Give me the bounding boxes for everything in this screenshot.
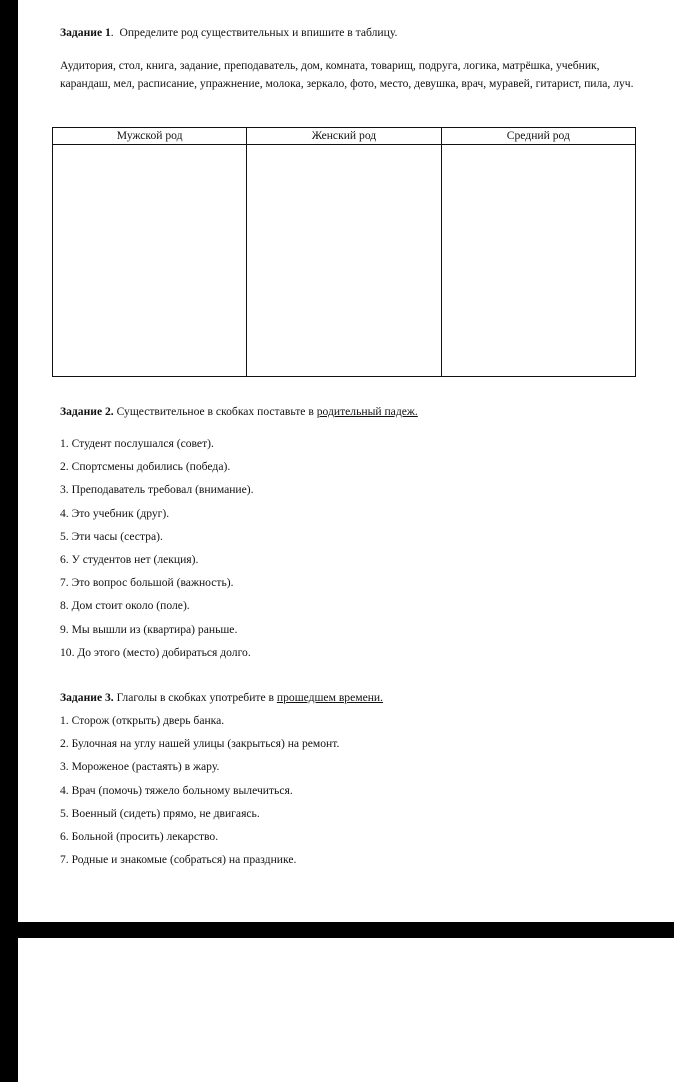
list-item: 2. Булочная на углу нашей улицы (закрыться) на ремонт.: [60, 737, 340, 751]
task1-heading: Задание 1. Определите род существительных и впишите в таблицу.: [60, 26, 398, 39]
gender-table-header-row: [53, 128, 636, 145]
list-item: 2. Спортсмены добились (победа).: [60, 460, 231, 474]
masculine-cell[interactable]: [53, 145, 247, 377]
list-item: 3. Мороженое (растаять) в жару.: [60, 760, 220, 774]
task2-instruction: Существительное в скобках поставьте в: [116, 405, 314, 418]
task1-word-list: Аудитория, стол, книга, задание, преподаватель, дом, комната, товарищ, подруга, логика, матрёшка, учебник, карандаш, мел, расписание, упражнение, молока, зеркало, фото, место, девушка, врач, муравей, гитарист, пила, луч.: [60, 59, 634, 90]
task2-heading: [60, 404, 418, 420]
list-item: 9. Мы вышли из (квартира) раньше.: [60, 622, 238, 636]
list-item: 6. У студентов нет (лекция).: [60, 552, 199, 566]
list-item: 4. Врач (помочь) тяжело больному вылечиться.: [60, 783, 293, 797]
header-neuter: Средний род: [441, 128, 635, 145]
task2-list: [60, 436, 254, 668]
list-item: 7. Это вопрос большой (важность).: [60, 576, 234, 590]
list-item: 4. Это учебник (друг).: [60, 506, 170, 520]
task3-list: [60, 713, 339, 875]
task2-case-underlined: родительный падеж.: [316, 405, 418, 418]
list-item: 10. До этого (место) добираться долго.: [60, 645, 251, 659]
task2-label: Задание 2.: [60, 405, 114, 418]
list-item: 1. Сторож (открыть) дверь банка.: [60, 714, 225, 727]
worksheet-page: [18, 0, 674, 922]
neuter-cell[interactable]: [441, 145, 635, 377]
task3-instruction: Глаголы в скобках употребите в: [116, 691, 274, 704]
task3-tense-underlined: прошедшем времени.: [276, 691, 384, 704]
list-item: 7. Родные и знакомые (собраться) на празднике.: [60, 853, 297, 867]
task3-label: Задание 3.: [60, 691, 114, 704]
gender-table-body-row: [53, 145, 636, 377]
list-item: 3. Преподаватель требовал (внимание).: [60, 483, 254, 497]
task3-heading: [60, 690, 383, 706]
list-item: 5. Военный (сидеть) прямо, не двигаясь.: [60, 806, 260, 820]
task1-instruction: Определите род существительных и впишите в таблицу.: [119, 26, 398, 39]
header-masculine: Мужской род: [53, 128, 247, 145]
header-feminine: Женский род: [247, 128, 441, 145]
task1-label: Задание 1: [60, 26, 111, 39]
list-item: 5. Эти часы (сестра).: [60, 529, 163, 543]
feminine-cell[interactable]: [247, 145, 441, 377]
list-item: 6. Больной (просить) лекарство.: [60, 829, 219, 843]
next-page-area: [18, 938, 674, 1082]
list-item: 1. Студент послушался (совет).: [60, 437, 214, 450]
gender-table: [52, 127, 636, 377]
list-item: 8. Дом стоит около (поле).: [60, 599, 190, 613]
